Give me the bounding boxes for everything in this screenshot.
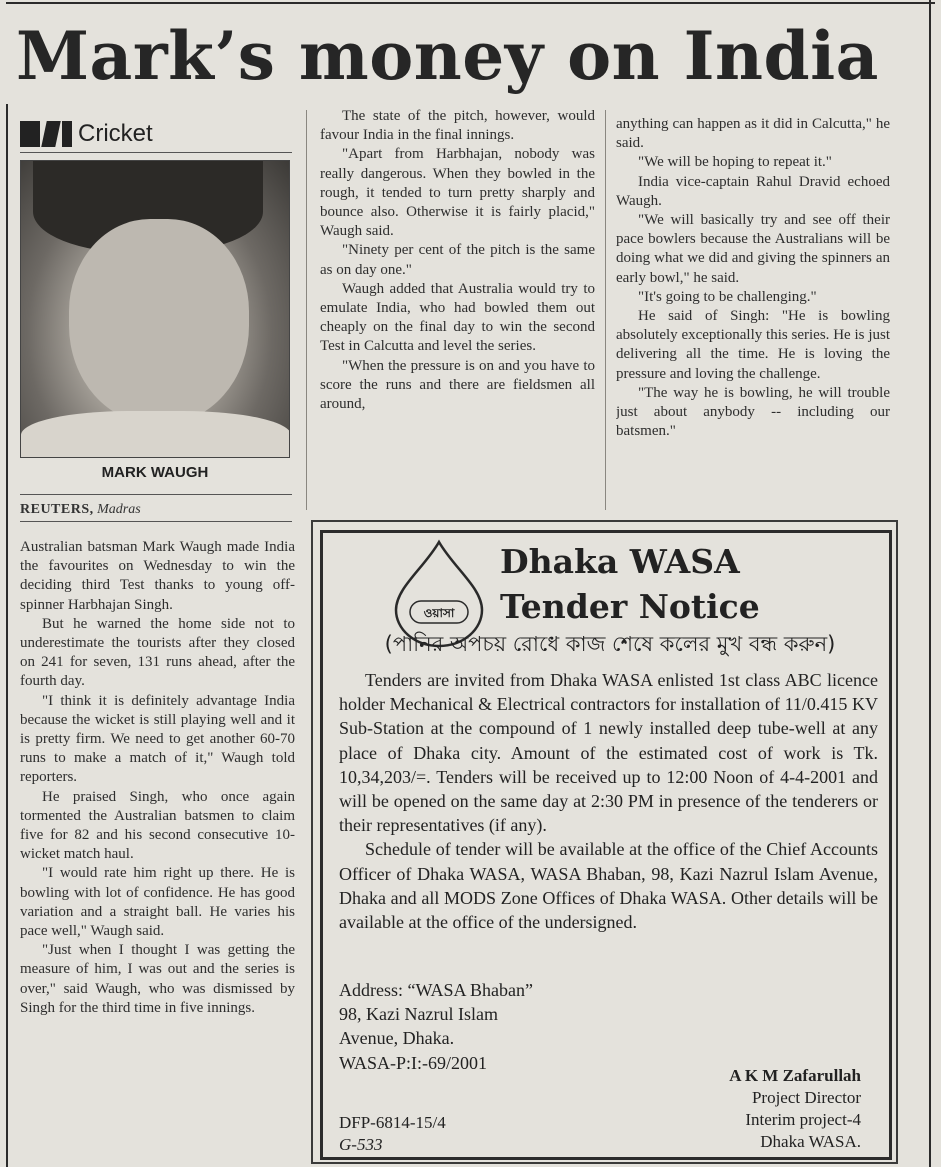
logo-text: ওয়াসা bbox=[423, 606, 455, 620]
article-paragraph: India vice-captain Rahul Dravid echoed Waugh. bbox=[616, 173, 890, 209]
ad-notice-title: Tender Notice bbox=[500, 587, 760, 626]
address-line: Avenue, Dhaka. bbox=[339, 1028, 455, 1049]
article-paragraph: "Ninety per cent of the pitch is the same as on day one." bbox=[320, 242, 595, 278]
article-paragraph: "I think it is definitely advantage India because the wicket is still playing well and it is pretty firm. We need to get another 60-70 runs to make a match of it," Waugh told reporters. bbox=[20, 692, 295, 786]
byline bbox=[20, 502, 141, 518]
section-tag bbox=[20, 118, 153, 150]
ad-paragraph: Tenders are invited from Dhaka WASA enlisted 1st class ABC licence holder Mechanical & Electrical contractors for installation of 11/0.415 KV Sub-Station at the compound of 1 newly installed deep tube-well at any place of Dhaka city. Amount of the estimated cost of work is Tk. 10,34,203/=. Tenders will be received up to 12:00 Noon of 4-4-2001 and will be opened on the same day at 2:30 PM in presence of the tenderers or their representatives (if any). bbox=[339, 670, 878, 836]
column-separator bbox=[306, 110, 307, 510]
byline-rule bbox=[20, 521, 292, 522]
article-paragraph: The state of the pitch, however, would favour India in the final innings. bbox=[320, 108, 595, 144]
address-line: 98, Kazi Nazrul Islam bbox=[339, 1004, 498, 1025]
ad-address bbox=[339, 978, 533, 1075]
article-column-2 bbox=[320, 107, 595, 505]
ad-signature bbox=[729, 1065, 861, 1153]
article-paragraph: "We will basically try and see off their pace bowlers because the Australians will be doing what we did and giving the spinners an early bowl," he said. bbox=[616, 212, 890, 286]
address-line: Address: “WASA Bhaban” bbox=[339, 980, 533, 1000]
article-paragraph: Waugh added that Australia would try to emulate India, who had bowled them out cheaply on the final day to win the second Test in Calcutta and level the series. bbox=[320, 280, 595, 355]
article-paragraph: But he warned the home side not to underestimate the tourists after they closed on 241 for seven, 131 runs ahead, after the fourth day. bbox=[20, 615, 295, 690]
article-paragraph: "I would rate him right up there. He is bowling with lot of confidence. He has good variation and a straight ball. He varies his pace well," Waugh said. bbox=[20, 865, 295, 940]
address-line: WASA-P:I:-69/2001 bbox=[339, 1052, 487, 1073]
caption-rule bbox=[20, 494, 292, 495]
signer-unit: Interim project-4 bbox=[745, 1110, 861, 1129]
ad-references bbox=[339, 1112, 446, 1156]
article-column-1 bbox=[20, 538, 295, 1166]
byline-agency: REUTERS, bbox=[20, 502, 94, 517]
bangla-slogan: (পানির অপচয় রোধে কাজ শেষে কলের মুখ বন্ধ করুন) bbox=[384, 632, 836, 656]
section-rule bbox=[20, 152, 292, 153]
byline-place: Madras bbox=[97, 502, 141, 517]
article-paragraph: "It's going to be challenging." bbox=[638, 288, 817, 305]
g-reference: G-533 bbox=[339, 1135, 383, 1154]
article-paragraph: Australian batsman Mark Waugh made India the favourites on Wednesday to win the deciding third Test thanks to young off-spinner Harbhajan Singh. bbox=[20, 539, 295, 613]
article-paragraph: He said of Singh: "He is bowling absolutely exceptionally this series. He is just delivering all the time. He is loving the pressure and loving the challenge. bbox=[616, 308, 890, 382]
article-paragraph: "Just when I thought I was getting the measure of him, I was out and the series is over," said Waugh, who was dismissed by Singh for the third time in five innings. bbox=[20, 942, 295, 1016]
article-paragraph: "We will be hoping to repeat it." bbox=[638, 154, 832, 171]
section-logo-icon bbox=[20, 121, 72, 147]
page-right-border bbox=[929, 0, 931, 1167]
article-column-3 bbox=[616, 115, 890, 507]
signer-name: A K M Zafarullah bbox=[729, 1066, 861, 1085]
top-rule bbox=[6, 2, 935, 4]
headline: Mark’s money on India bbox=[16, 17, 879, 95]
section-label: Cricket bbox=[78, 120, 153, 147]
page-left-border bbox=[6, 104, 8, 1167]
ad-body bbox=[339, 668, 878, 934]
photo-caption: MARK WAUGH bbox=[101, 464, 209, 481]
player-photo bbox=[20, 160, 290, 458]
ad-paragraph: Schedule of tender will be available at the office of the Chief Accounts Officer of Dhaka WASA, WASA Bhaban, 98, Kazi Nazrul Islam Avenue, Dhaka and all MODS Zone Offices of Dhaka WASA. Other details will be available at the office of the undersigned. bbox=[339, 839, 878, 933]
signer-title: Project Director bbox=[751, 1088, 861, 1107]
article-paragraph: anything can happen as it did in Calcutta," he said. bbox=[616, 116, 890, 152]
article-paragraph: "Apart from Harbhajan, nobody was really dangerous. When they bowled in the rough, it tended to turn pretty sharply and bounce also. Otherwise it is fairly placid," Waugh said. bbox=[320, 146, 595, 240]
dfp-reference: DFP-6814-15/4 bbox=[339, 1113, 446, 1132]
ad-organization: Dhaka WASA bbox=[500, 542, 740, 581]
signer-org: Dhaka WASA. bbox=[760, 1132, 861, 1151]
column-separator bbox=[605, 110, 606, 510]
article-paragraph: He praised Singh, who once again tormented the Australian batsmen to claim five for 82 and his second consecutive 10-wicket match haul. bbox=[20, 788, 295, 863]
article-paragraph: "The way he is bowling, he will trouble just about anybody -- including our batsmen." bbox=[616, 384, 890, 440]
article-paragraph: "When the pressure is on and you have to score the runs and there are fieldsmen all around, bbox=[320, 357, 595, 413]
